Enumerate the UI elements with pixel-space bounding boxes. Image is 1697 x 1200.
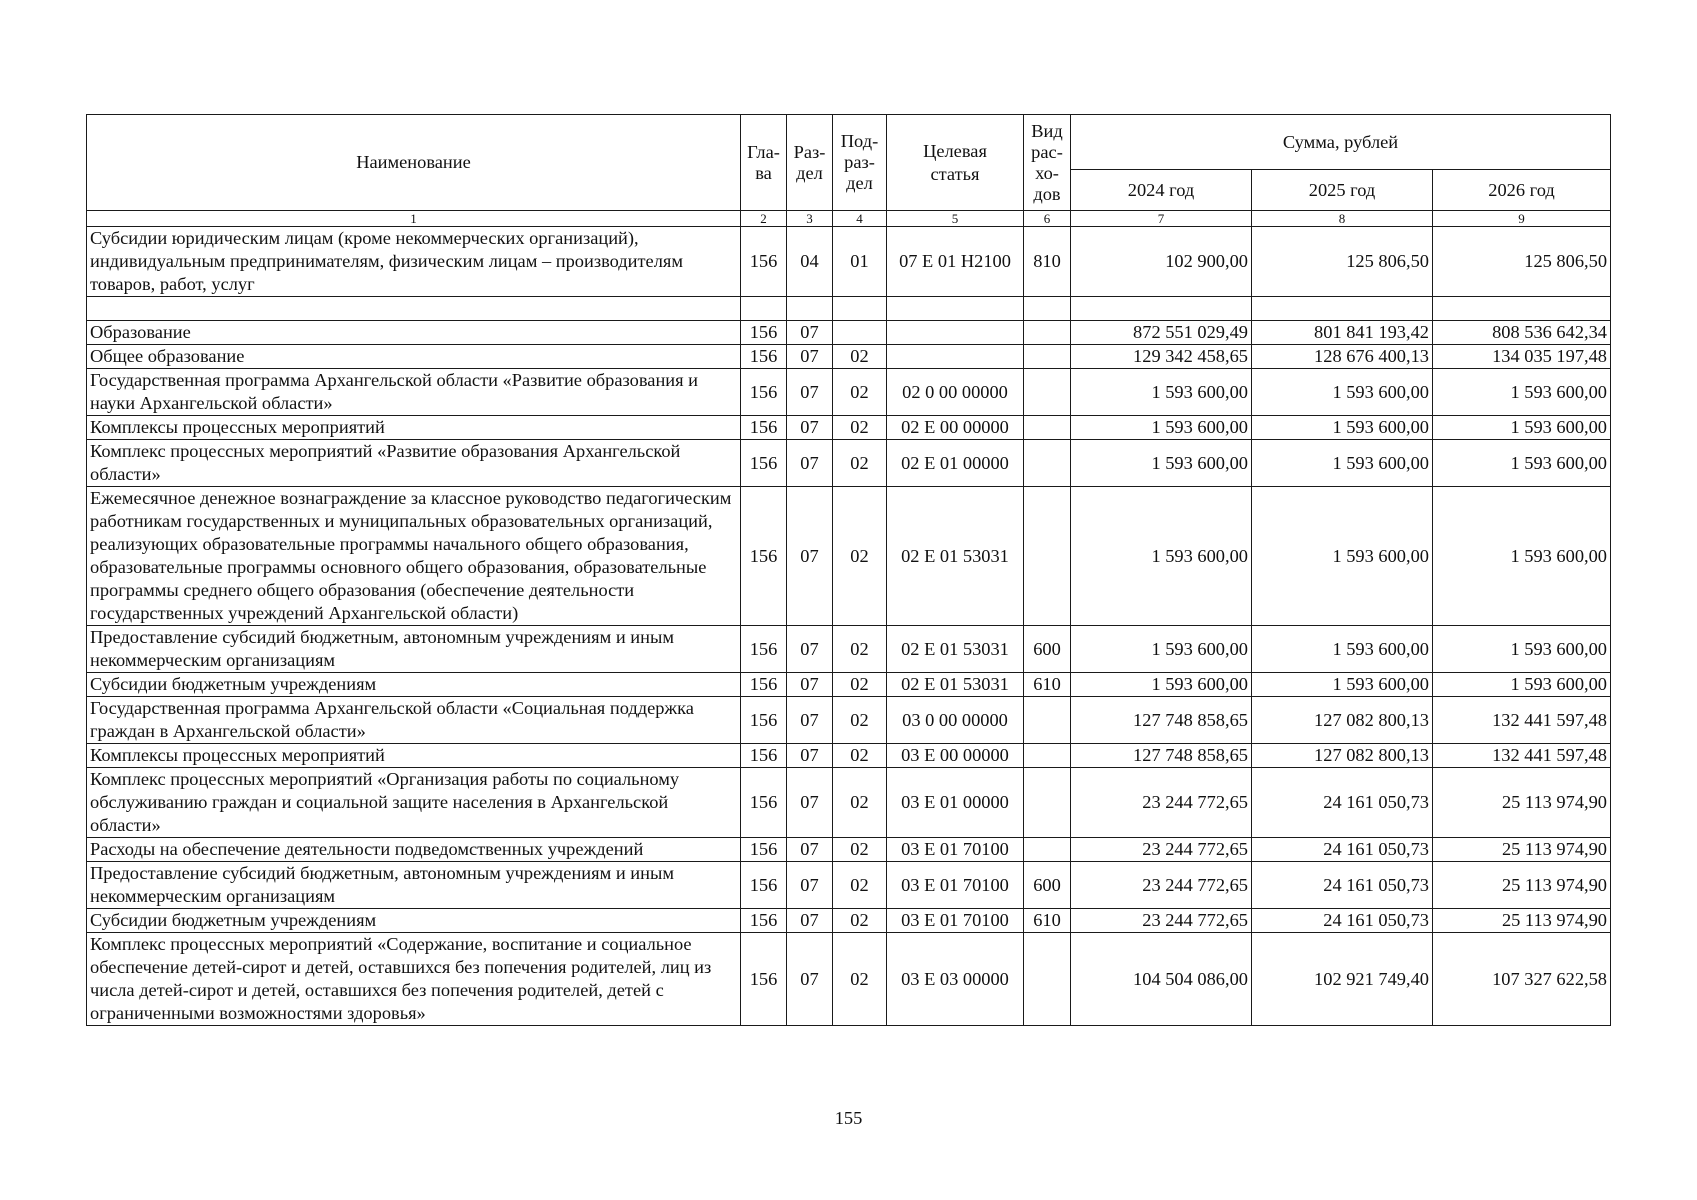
table-row <box>87 227 1611 297</box>
row-podrazdel: 02 <box>833 768 887 838</box>
row-sum-2024: 1 593 600,00 <box>1071 369 1252 416</box>
row-podrazdel <box>833 321 887 345</box>
row-razdel: 07 <box>787 744 833 768</box>
row-tselevaya: 02 Е 00 00000 <box>887 416 1024 440</box>
table-row <box>87 933 1611 1026</box>
row-sum-2026: 25 113 974,90 <box>1433 838 1611 862</box>
row-name: Комплекс процессных мероприятий «Содержание, воспитание и социальное обеспечение детей-сирот и детей, оставшихся без попечения родителей, лиц из числа детей-сирот и детей, оставшихся без попечения родителей, детей с ограниченными возможностями здоровья» <box>87 933 741 1026</box>
row-sum-2024: 127 748 858,65 <box>1071 697 1252 744</box>
header-name: Наименование <box>87 115 741 211</box>
row-name: Субсидии бюджетным учреждениям <box>87 673 741 697</box>
row-sum-2026: 1 593 600,00 <box>1433 673 1611 697</box>
row-tselevaya: 03 Е 01 00000 <box>887 768 1024 838</box>
row-name: Государственная программа Архангельской области «Развитие образования и науки Архангельской области» <box>87 369 741 416</box>
row-vid <box>1024 838 1071 862</box>
row-glava: 156 <box>741 768 787 838</box>
row-razdel: 07 <box>787 838 833 862</box>
table-row <box>87 440 1611 487</box>
row-razdel: 07 <box>787 416 833 440</box>
row-podrazdel: 02 <box>833 673 887 697</box>
row-podrazdel: 02 <box>833 862 887 909</box>
row-sum-2025: 1 593 600,00 <box>1252 369 1433 416</box>
row-glava: 156 <box>741 744 787 768</box>
header-podrazdel: Под- раз- дел <box>833 115 887 211</box>
table-row <box>87 297 1611 321</box>
row-podrazdel: 02 <box>833 440 887 487</box>
page-number: 155 <box>834 1108 863 1128</box>
col-number: 5 <box>887 211 1024 227</box>
header-2024: 2024 год <box>1071 170 1252 211</box>
header-2025: 2025 год <box>1252 170 1433 211</box>
row-podrazdel: 02 <box>833 909 887 933</box>
row-tselevaya: 03 0 00 00000 <box>887 697 1024 744</box>
row-vid <box>1024 744 1071 768</box>
row-name: Общее образование <box>87 345 741 369</box>
row-tselevaya: 03 Е 03 00000 <box>887 933 1024 1026</box>
row-podrazdel: 02 <box>833 697 887 744</box>
row-podrazdel: 01 <box>833 227 887 297</box>
row-tselevaya: 02 0 00 00000 <box>887 369 1024 416</box>
table-row <box>87 909 1611 933</box>
row-sum-2025: 24 161 050,73 <box>1252 909 1433 933</box>
row-razdel: 07 <box>787 768 833 838</box>
row-vid <box>1024 369 1071 416</box>
row-glava: 156 <box>741 487 787 626</box>
row-podrazdel: 02 <box>833 487 887 626</box>
col-number: 9 <box>1433 211 1611 227</box>
row-name: Предоставление субсидий бюджетным, автономным учреждениям и иным некоммерческим организациям <box>87 862 741 909</box>
col-number: 3 <box>787 211 833 227</box>
row-glava: 156 <box>741 321 787 345</box>
table-row <box>87 862 1611 909</box>
row-name: Субсидии юридическим лицам (кроме некоммерческих организаций), индивидуальным предпринимателям, физическим лицам – производителям товаров, работ, услуг <box>87 227 741 297</box>
row-sum-2026: 107 327 622,58 <box>1433 933 1611 1026</box>
row-sum-2026: 25 113 974,90 <box>1433 862 1611 909</box>
row-glava: 156 <box>741 626 787 673</box>
row-sum-2026: 25 113 974,90 <box>1433 768 1611 838</box>
col-number: 6 <box>1024 211 1071 227</box>
row-name: Расходы на обеспечение деятельности подведомственных учреждений <box>87 838 741 862</box>
row-name: Образование <box>87 321 741 345</box>
row-glava: 156 <box>741 909 787 933</box>
row-razdel: 07 <box>787 321 833 345</box>
row-sum-2026: 1 593 600,00 <box>1433 487 1611 626</box>
row-podrazdel: 02 <box>833 416 887 440</box>
row-tselevaya <box>887 345 1024 369</box>
row-razdel: 07 <box>787 862 833 909</box>
row-tselevaya: 03 Е 00 00000 <box>887 744 1024 768</box>
row-sum-2026: 1 593 600,00 <box>1433 626 1611 673</box>
row-sum-2024: 23 244 772,65 <box>1071 768 1252 838</box>
row-sum-2024: 129 342 458,65 <box>1071 345 1252 369</box>
row-sum-2026: 134 035 197,48 <box>1433 345 1611 369</box>
table-row <box>87 697 1611 744</box>
row-sum-2025: 1 593 600,00 <box>1252 673 1433 697</box>
column-number-row <box>87 211 1611 227</box>
header-vid: Вид рас- хо- дов <box>1024 115 1071 211</box>
row-podrazdel: 02 <box>833 933 887 1026</box>
col-number: 2 <box>741 211 787 227</box>
row-glava: 156 <box>741 838 787 862</box>
row-vid <box>1024 933 1071 1026</box>
row-glava: 156 <box>741 933 787 1026</box>
row-sum-2026: 125 806,50 <box>1433 227 1611 297</box>
row-name: Государственная программа Архангельской области «Социальная поддержка граждан в Архангельской области» <box>87 697 741 744</box>
table-row <box>87 416 1611 440</box>
row-vid <box>1024 321 1071 345</box>
row-sum-2025: 24 161 050,73 <box>1252 838 1433 862</box>
row-tselevaya: 03 Е 01 70100 <box>887 838 1024 862</box>
row-sum-2024: 872 551 029,49 <box>1071 321 1252 345</box>
row-name <box>87 297 741 321</box>
row-sum-2025: 1 593 600,00 <box>1252 626 1433 673</box>
row-sum-2024: 1 593 600,00 <box>1071 440 1252 487</box>
row-glava: 156 <box>741 369 787 416</box>
row-sum-2025: 1 593 600,00 <box>1252 416 1433 440</box>
row-sum-2026 <box>1433 297 1611 321</box>
header-tselevaya: Целевая статья <box>887 115 1024 211</box>
row-sum-2025: 127 082 800,13 <box>1252 744 1433 768</box>
row-name: Комплекс процессных мероприятий «Развитие образования Архангельской области» <box>87 440 741 487</box>
col-number: 7 <box>1071 211 1252 227</box>
row-glava: 156 <box>741 673 787 697</box>
row-sum-2025: 24 161 050,73 <box>1252 768 1433 838</box>
header-razdel: Раз- дел <box>787 115 833 211</box>
table-row <box>87 345 1611 369</box>
row-tselevaya: 03 Е 01 70100 <box>887 862 1024 909</box>
row-name: Субсидии бюджетным учреждениям <box>87 909 741 933</box>
header-2026: 2026 год <box>1433 170 1611 211</box>
row-vid <box>1024 440 1071 487</box>
row-glava <box>741 297 787 321</box>
row-sum-2024: 23 244 772,65 <box>1071 862 1252 909</box>
row-vid <box>1024 768 1071 838</box>
row-sum-2026: 1 593 600,00 <box>1433 369 1611 416</box>
row-podrazdel: 02 <box>833 369 887 416</box>
row-podrazdel <box>833 297 887 321</box>
row-sum-2025: 1 593 600,00 <box>1252 440 1433 487</box>
row-razdel: 07 <box>787 487 833 626</box>
row-vid: 810 <box>1024 227 1071 297</box>
table-row <box>87 321 1611 345</box>
row-sum-2024: 1 593 600,00 <box>1071 416 1252 440</box>
row-tselevaya <box>887 321 1024 345</box>
row-glava: 156 <box>741 440 787 487</box>
row-sum-2024: 104 504 086,00 <box>1071 933 1252 1026</box>
row-sum-2025: 1 593 600,00 <box>1252 487 1433 626</box>
row-vid: 600 <box>1024 626 1071 673</box>
row-sum-2024: 23 244 772,65 <box>1071 909 1252 933</box>
row-sum-2025: 801 841 193,42 <box>1252 321 1433 345</box>
row-tselevaya: 02 Е 01 53031 <box>887 626 1024 673</box>
col-number: 8 <box>1252 211 1433 227</box>
row-tselevaya: 03 Е 01 70100 <box>887 909 1024 933</box>
row-sum-2026: 1 593 600,00 <box>1433 416 1611 440</box>
row-podrazdel: 02 <box>833 838 887 862</box>
row-tselevaya: 02 Е 01 00000 <box>887 440 1024 487</box>
row-sum-2025 <box>1252 297 1433 321</box>
row-tselevaya: 02 Е 01 53031 <box>887 487 1024 626</box>
row-sum-2024: 1 593 600,00 <box>1071 673 1252 697</box>
row-sum-2024: 127 748 858,65 <box>1071 744 1252 768</box>
row-vid: 610 <box>1024 909 1071 933</box>
row-vid <box>1024 345 1071 369</box>
row-sum-2025: 24 161 050,73 <box>1252 862 1433 909</box>
row-razdel: 07 <box>787 933 833 1026</box>
table-row <box>87 626 1611 673</box>
row-sum-2026: 25 113 974,90 <box>1433 909 1611 933</box>
row-glava: 156 <box>741 862 787 909</box>
row-vid <box>1024 297 1071 321</box>
row-podrazdel: 02 <box>833 744 887 768</box>
header-summa: Сумма, рублей <box>1071 115 1611 170</box>
row-razdel: 07 <box>787 440 833 487</box>
row-sum-2024: 23 244 772,65 <box>1071 838 1252 862</box>
row-sum-2026: 132 441 597,48 <box>1433 744 1611 768</box>
table-row <box>87 487 1611 626</box>
table-row <box>87 673 1611 697</box>
row-sum-2024: 1 593 600,00 <box>1071 487 1252 626</box>
row-vid: 610 <box>1024 673 1071 697</box>
table-row <box>87 744 1611 768</box>
row-vid <box>1024 487 1071 626</box>
row-glava: 156 <box>741 345 787 369</box>
row-sum-2025: 127 082 800,13 <box>1252 697 1433 744</box>
row-sum-2024: 102 900,00 <box>1071 227 1252 297</box>
row-razdel: 07 <box>787 697 833 744</box>
row-razdel: 07 <box>787 673 833 697</box>
row-razdel: 07 <box>787 626 833 673</box>
row-glava: 156 <box>741 227 787 297</box>
row-razdel <box>787 297 833 321</box>
table-row <box>87 768 1611 838</box>
header-glava: Гла- ва <box>741 115 787 211</box>
table-row <box>87 369 1611 416</box>
row-razdel: 04 <box>787 227 833 297</box>
row-tselevaya: 02 Е 01 53031 <box>887 673 1024 697</box>
row-name: Комплекс процессных мероприятий «Организация работы по социальному обслуживанию граждан и социальной защите населения в Архангельской области» <box>87 768 741 838</box>
row-name: Комплексы процессных мероприятий <box>87 744 741 768</box>
row-vid <box>1024 416 1071 440</box>
row-sum-2025: 125 806,50 <box>1252 227 1433 297</box>
row-sum-2026: 132 441 597,48 <box>1433 697 1611 744</box>
row-vid <box>1024 697 1071 744</box>
row-sum-2025: 128 676 400,13 <box>1252 345 1433 369</box>
col-number: 4 <box>833 211 887 227</box>
row-glava: 156 <box>741 416 787 440</box>
row-sum-2026: 1 593 600,00 <box>1433 440 1611 487</box>
row-razdel: 07 <box>787 909 833 933</box>
row-podrazdel: 02 <box>833 626 887 673</box>
row-name: Предоставление субсидий бюджетным, автономным учреждениям и иным некоммерческим организациям <box>87 626 741 673</box>
row-sum-2025: 102 921 749,40 <box>1252 933 1433 1026</box>
table-body <box>87 227 1611 1026</box>
row-name: Комплексы процессных мероприятий <box>87 416 741 440</box>
row-tselevaya <box>887 297 1024 321</box>
row-glava: 156 <box>741 697 787 744</box>
row-razdel: 07 <box>787 345 833 369</box>
row-sum-2024 <box>1071 297 1252 321</box>
table-row <box>87 838 1611 862</box>
row-vid: 600 <box>1024 862 1071 909</box>
row-tselevaya: 07 Е 01 Н2100 <box>887 227 1024 297</box>
row-sum-2026: 808 536 642,34 <box>1433 321 1611 345</box>
row-podrazdel: 02 <box>833 345 887 369</box>
row-razdel: 07 <box>787 369 833 416</box>
row-name: Ежемесячное денежное вознаграждение за классное руководство педагогическим работникам государственных и муниципальных образовательных организаций, реализующих образовательные программы начального общего образования, образовательные программы основного общего образования, образовательные программы среднего общего образования (обеспечение деятельности государственных учреждений Архангельской области) <box>87 487 741 626</box>
row-sum-2024: 1 593 600,00 <box>1071 626 1252 673</box>
budget-table <box>86 114 1611 1026</box>
col-number: 1 <box>87 211 741 227</box>
